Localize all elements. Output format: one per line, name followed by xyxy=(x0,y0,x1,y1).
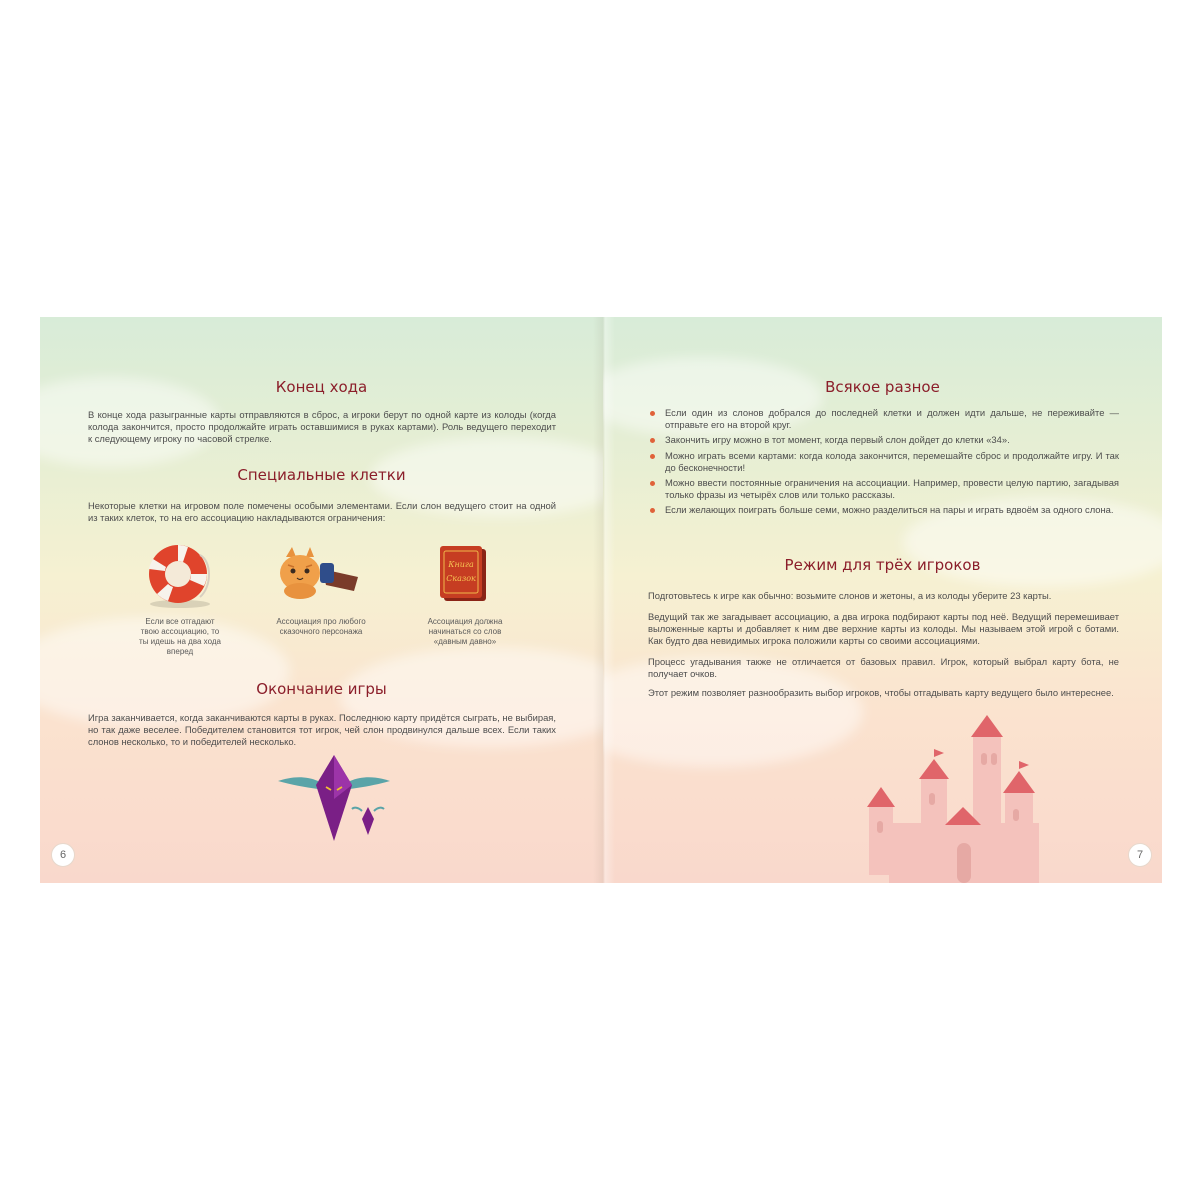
book-title-line1: Книга xyxy=(448,560,474,569)
lifebuoy-icon xyxy=(130,539,230,609)
center-fold xyxy=(593,317,615,883)
bullet-dot xyxy=(650,454,655,459)
left-page xyxy=(40,317,603,883)
special-cell-item-cat xyxy=(266,539,376,649)
booklet-spread xyxy=(40,317,1162,883)
bullet-text: Если желающих поиграть больше семи, можно разделиться на пары и играть вдвоём за одного слона. xyxy=(665,504,1114,516)
book-title-line2: Сказок xyxy=(446,574,476,583)
list-item xyxy=(649,477,1119,501)
three-player-paragraph: Ведущий так же загадывает ассоциацию, а два игрока подбирают карты под неё. Ведущий перемешивает выложенные карты и добавляет к ним две верхние карты из колоды. Мы называем этой игрой с ботами. Как будто два невидимых игрока положили карты со своими ассоциациями. xyxy=(648,611,1119,647)
three-player-paragraph: Подготовьтесь к игре как обычно: возьмите слонов и жетоны, а из колоды уберите 23 карты. xyxy=(648,590,1052,601)
bullet-text: Если один из слонов добрался до последней клетки и должен идти дальше, не переживайте — отправьте его на второй круг. xyxy=(665,407,1119,431)
list-item xyxy=(649,434,1119,446)
bullet-dot xyxy=(650,411,655,416)
misc-bullet-list xyxy=(649,407,1119,520)
book-caption: Ассоциация должна начинаться со слов «давным давно» xyxy=(427,617,503,646)
list-item xyxy=(649,407,1119,431)
cat-caption: Ассоциация про любого сказочного персонажа xyxy=(276,617,366,636)
bullet-text: Можно играть всеми картами: когда колода закончится, перемешайте сброс и продолжайте игру. И так до бесконечности! xyxy=(665,449,1119,473)
lifebuoy-caption: Если все отгадают твою ассоциацию, то ты идешь на два хода вперед xyxy=(139,617,221,656)
bullet-text: Закончить игру можно в тот момент, когда первый слон дойдет до клетки «34». xyxy=(665,434,1010,446)
bullet-dot xyxy=(650,438,655,443)
three-player-paragraph: Этот режим позволяет разнообразить выбор игроков, чтобы отгадывать карту ведущего было интереснее. xyxy=(648,687,1114,698)
end-of-turn-text: В конце хода разыгранные карты отправляются в сброс, а игроки берут по одной карте из колоды (когда колода закончится, просто продолжайте играть оставшимися в руках картами). Роль ведущего переходит к следующему игроку по часовой стрелке. xyxy=(88,409,556,445)
winged-crystal-illustration xyxy=(268,749,408,849)
right-page xyxy=(603,317,1162,883)
page-number-left: 6 xyxy=(51,843,75,867)
list-item xyxy=(649,504,1119,516)
end-of-game-text: Игра заканчивается, когда заканчиваются карты в руках. Последнюю карту придётся сыграть, не выбирая, но так даже веселее. Победителем становится тот игрок, чей слон продвинулся дальше всех. Если таких слонов несколько, то и победителей несколько. xyxy=(88,712,556,748)
section-title-end-of-turn: Конец хода xyxy=(275,378,368,396)
page-number-right: 7 xyxy=(1128,843,1152,867)
section-title-special-cells: Специальные клетки xyxy=(237,466,406,484)
section-title-three-player-mode: Режим для трёх игроков xyxy=(784,556,981,574)
cat-in-boots-icon xyxy=(266,539,376,609)
castle-illustration xyxy=(865,713,1065,883)
fairy-tale-book-icon xyxy=(410,539,520,609)
bullet-text: Можно ввести постоянные ограничения на ассоциации. Например, провести целую партию, загадывая только фразы из четырёх слов или только рассказы. xyxy=(665,477,1119,501)
section-title-miscellaneous: Всякое разное xyxy=(825,378,940,396)
bullet-dot xyxy=(650,508,655,513)
list-item xyxy=(649,450,1119,474)
bullet-dot xyxy=(650,481,655,486)
special-cell-item-book xyxy=(410,539,520,649)
three-player-paragraph: Процесс угадывания также не отличается от базовых правил. Игрок, который выбрал карту бота, не получает очков. xyxy=(648,656,1119,680)
special-cells-text: Некоторые клетки на игровом поле помечены особыми элементами. Если слон ведущего стоит на одной из таких клеток, то на его ассоциацию накладываются ограничения: xyxy=(88,500,556,524)
special-cell-item-lifebuoy xyxy=(130,539,230,656)
section-title-end-of-game: Окончание игры xyxy=(256,680,387,698)
